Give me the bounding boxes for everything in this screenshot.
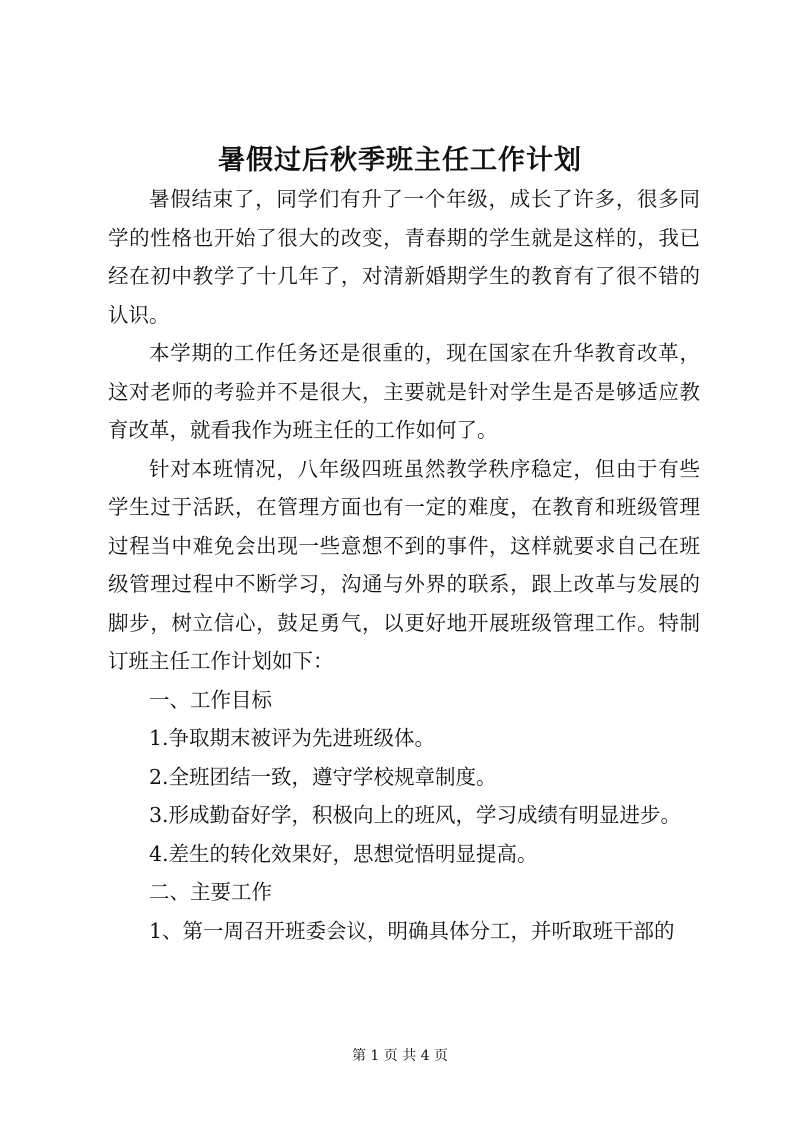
goal-item: 1.争取期末被评为先进班级体。	[149, 726, 436, 750]
section-heading-goals: 一、工作目标	[149, 687, 272, 712]
page-number-footer: 第 1 页 共 4 页	[351, 1048, 449, 1064]
paragraph-intro: 暑假结束了，同学们有升了一个年级，成长了许多，很多同学的性格也开始了很大的改变，青春期的学生就是这样的，我已经在初中教学了十几年了，对清新婚期学生的教育有了很不错的认识。	[108, 187, 700, 327]
work-item: 1、第一周召开班委会议，明确具体分工，并听取班干部的	[149, 918, 675, 943]
document-body	[108, 180, 700, 950]
goal-item: 4.差生的转化效果好，思想觉悟明显提高。	[149, 841, 538, 866]
paragraph-class-situation: 针对本班情况，八年级四班虽然教学秩序稳定，但由于有些学生过于活跃，在管理方面也有一定的难度，在教育和班级管理过程当中难免会出现一些意想不到的事件，这样就要求自己在班级管理过程中不断学习，沟通与外界的联系，跟上改革与发展的脚步，树立信心，鼓足勇气，以更好地开展班级管理工作。特制订班主任工作计划如下：	[108, 456, 700, 673]
goal-item: 2.全班团结一致，遵守学校规章制度。	[149, 764, 497, 789]
goal-item: 3.形成勤奋好学，积极向上的班风，学习成绩有明显进步。	[149, 803, 682, 827]
section-heading-main-work: 二、主要工作	[149, 880, 272, 904]
paragraph-task: 本学期的工作任务还是很重的，现在国家在升华教育改革，这对老师的考验并不是很大，主要就是针对学生是否是够适应教育改革，就看我作为班主任的工作如何了。	[108, 341, 700, 442]
document-title: 暑假过后秋季班主任工作计划	[218, 145, 582, 176]
